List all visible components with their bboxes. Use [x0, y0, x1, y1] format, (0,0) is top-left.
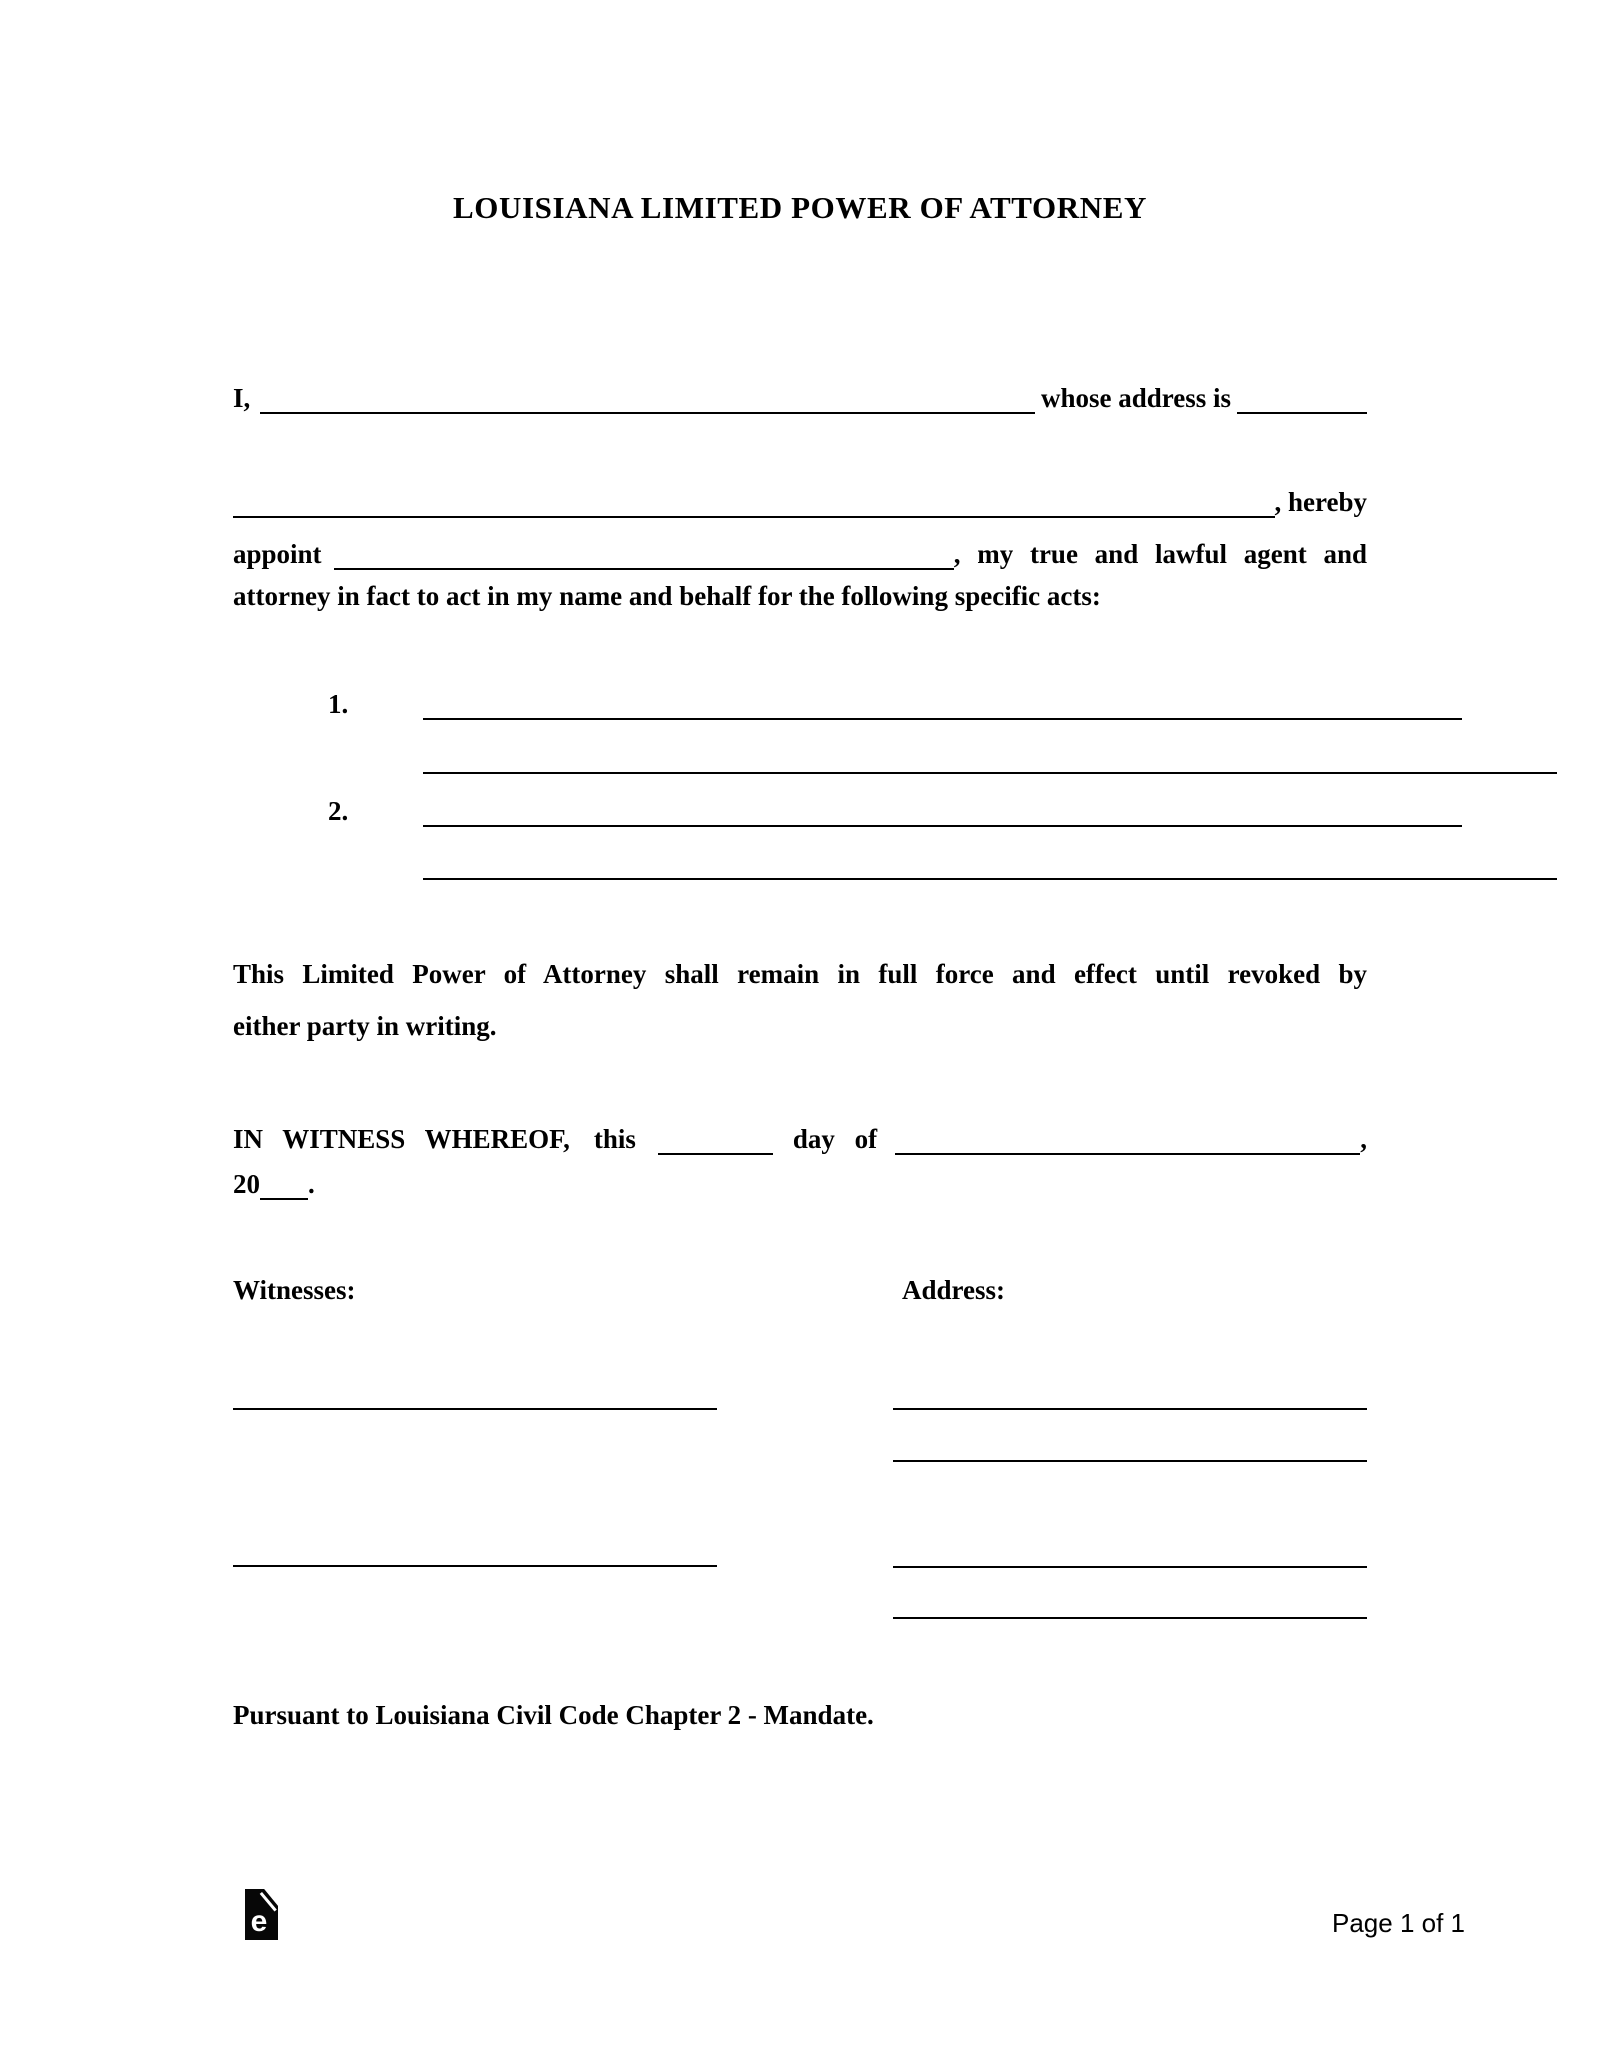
logo-letter: e [250, 1905, 268, 1938]
intro-line-1 [233, 372, 1367, 414]
principal-address-blank-2[interactable] [233, 516, 1275, 518]
address-line-1[interactable] [893, 1408, 1367, 1410]
address-line-3[interactable] [893, 1566, 1367, 1568]
witness-this: this [593, 1124, 636, 1154]
act-item-2-cont [233, 834, 1557, 880]
witness-clause-line-2 [233, 1161, 1367, 1207]
address-line-4[interactable] [893, 1617, 1367, 1619]
act2-line1-blank[interactable] [423, 825, 1462, 827]
act-item-1 [233, 674, 1462, 720]
year-blank[interactable] [260, 1198, 308, 1200]
intro-paragraph [233, 466, 1367, 622]
address-label: Address: [902, 1275, 1006, 1305]
duration-paragraph [233, 948, 1367, 1052]
act1-line2-blank[interactable] [423, 772, 1557, 774]
witness-signature-line-1[interactable] [233, 1408, 717, 1410]
principal-address-blank-1[interactable] [1237, 412, 1367, 414]
eforms-logo-icon [245, 1889, 278, 1940]
act-item-1-cont [233, 728, 1557, 774]
month-blank-group [895, 1124, 1367, 1155]
intro-line-2 [233, 466, 1367, 518]
act2-line2-blank[interactable] [423, 878, 1557, 880]
duration-line-1: This Limited Power of Attorney shall remain in full force and effect until revoked by [233, 959, 1367, 989]
year-period: . [308, 1169, 315, 1199]
duration-line-2: either party in writing. [233, 1011, 497, 1041]
act-1-number: 1. [328, 689, 349, 719]
in-witness-whereof: IN WITNESS WHEREOF, [233, 1124, 570, 1154]
principal-name-blank[interactable] [260, 412, 1035, 414]
act-2-number: 2. [328, 796, 349, 826]
pursuant-note: Pursuant to Louisiana Civil Code Chapter 2 - Mandate. [233, 1700, 874, 1730]
intro-hereby: , hereby [1274, 487, 1367, 517]
witness-signature-line-2[interactable] [233, 1565, 717, 1567]
intro-appoint: appoint [233, 539, 322, 569]
month-blank[interactable] [895, 1153, 1360, 1155]
page-indicator: Page 1 of 1 [1332, 1908, 1465, 1938]
witness-clause-line-1 [233, 1109, 1367, 1155]
intro-agent-suffix: , my true and lawful agent and [953, 539, 1367, 569]
intro-i: I, [233, 383, 251, 413]
intro-line-3 [233, 518, 1367, 570]
address-line-2[interactable] [893, 1460, 1367, 1462]
act1-line1-blank[interactable] [423, 718, 1462, 720]
day-blank[interactable] [658, 1153, 773, 1155]
intro-whose-address: whose address is [1040, 383, 1231, 413]
year-prefix: 20 [233, 1169, 260, 1199]
document-title: LOUISIANA LIMITED POWER OF ATTORNEY [453, 190, 1147, 225]
witness-day-of: day of [792, 1124, 878, 1154]
intro-line-4: attorney in fact to act in my name and behalf for the following specific acts: [233, 581, 1101, 611]
witness-comma: , [1360, 1124, 1367, 1154]
witnesses-label: Witnesses: [233, 1275, 356, 1305]
act-item-2 [233, 781, 1462, 827]
